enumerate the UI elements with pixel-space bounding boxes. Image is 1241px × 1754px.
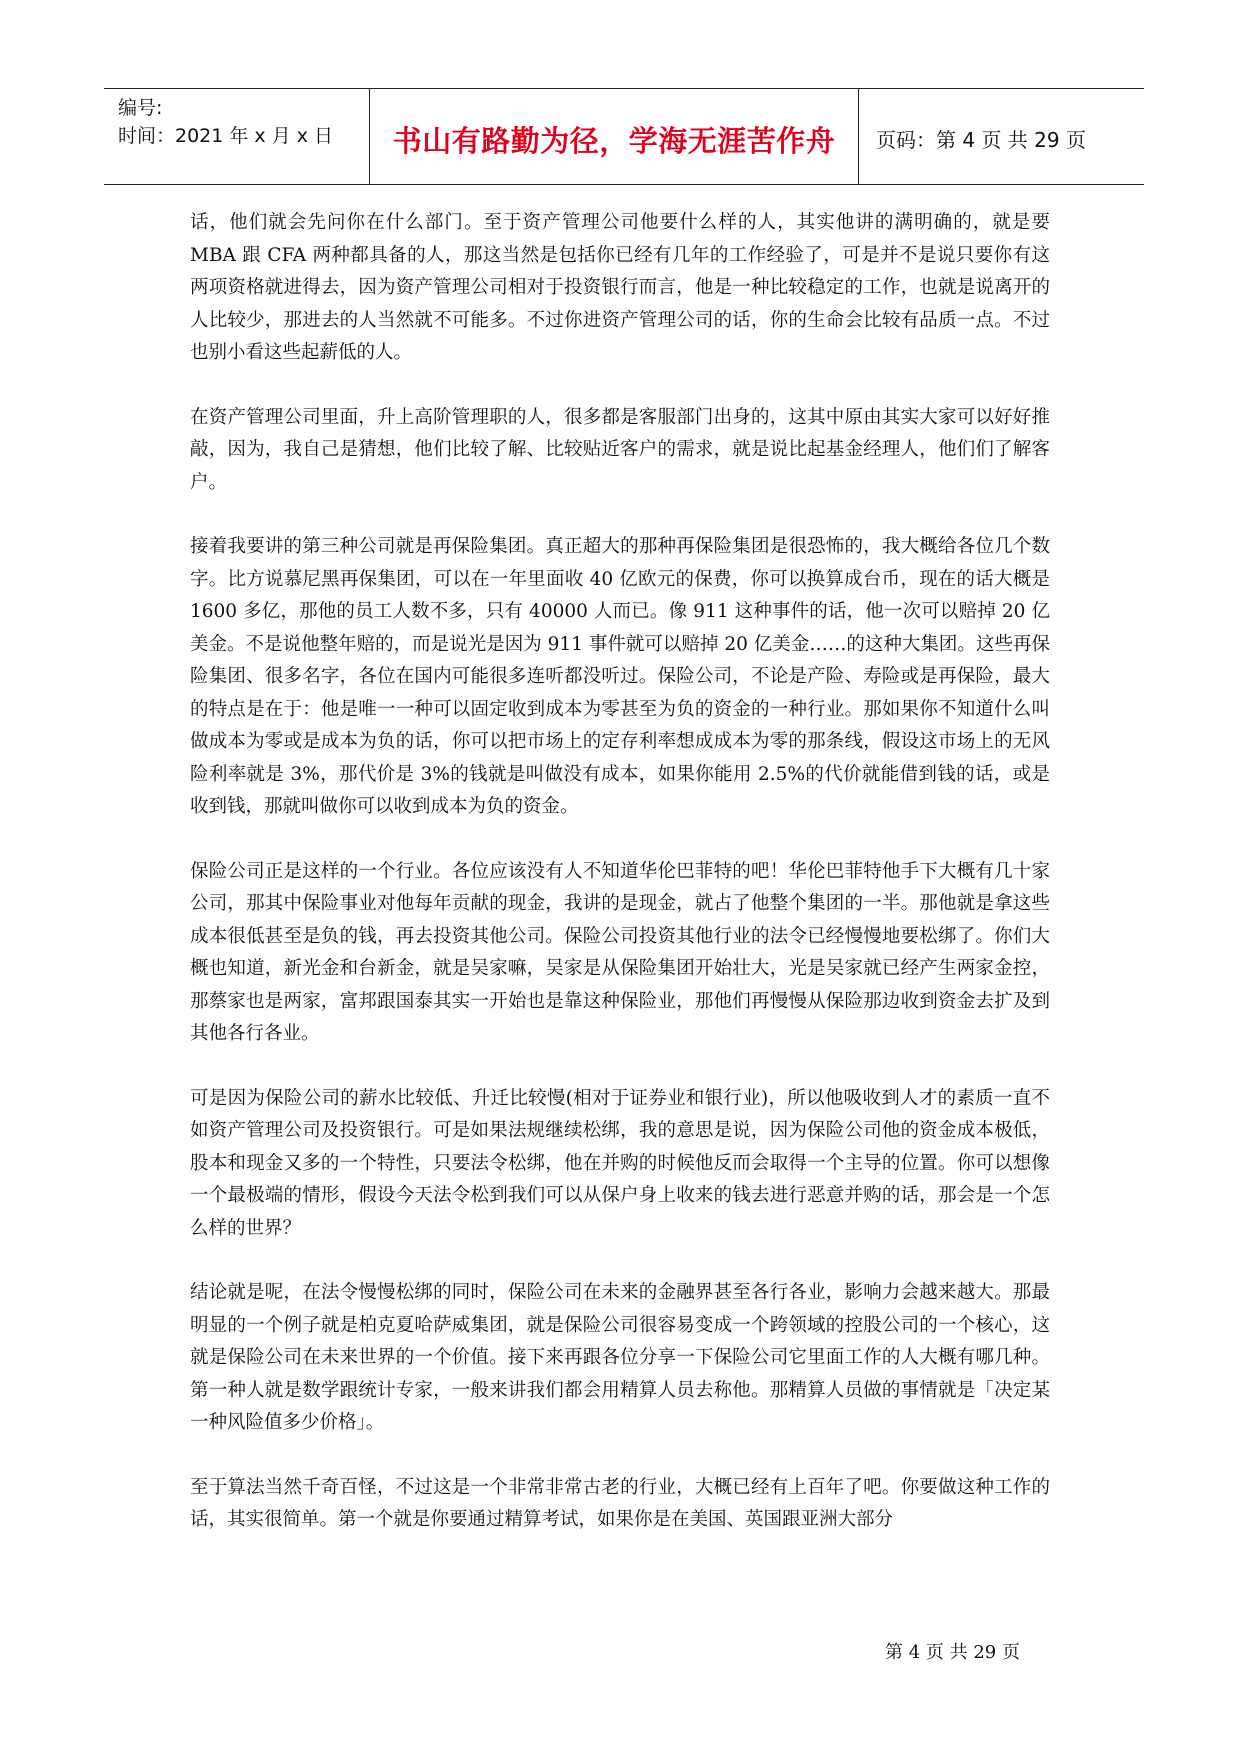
header-motto-cell [370,89,859,184]
page-header [104,88,1144,185]
page-footer-number: 第 4 页 共 29 页 [885,1642,1020,1663]
document-time-label: 时间：2021 年 x 月 x 日 [118,125,334,147]
header-info-cell [104,89,370,184]
body-paragraph: 接着我要讲的第三种公司就是再保险集团。真正超大的那种再保险集团是很恐怖的，我大概给各位几个数字。比方说慕尼黑再保集团，可以在一年里面收 40 亿欧元的保费，你可以换算成台币，现在的话大概是 1600 多亿，那他的员工人数不多，只有 40000 人而已。像 911 这种事件的话，他一次可以赔掉 20 亿美金。不是说他整年赔的，而是说光是因为 911 事件就可以赔掉 20 亿美金……的这种大集团。这些再保险集团、很多名字，各位在国内可能很多连听都没听过。保险公司，不论是产险、寿险或是再保险，最大的特点是在于：他是唯一一种可以固定收到成本为零甚至为负的资金的一种行业。那如果你不知道什么叫做成本为零或是成本为负的话，你可以把市场上的定存利率想成成本为零的那条线，假设这市场上的无风险利率就是 3%，那代价是 3%的钱就是叫做没有成本，如果你能用 2.5%的代价就能借到钱的话，或是收到钱，那就叫做你可以收到成本为负的资金。 [190,536,1050,817]
body-paragraph: 在资产管理公司里面，升上高阶管理职的人，很多都是客服部门出身的，这其中原由其实大家可以好好推敲，因为，我自己是猜想，他们比较了解、比较贴近客户的需求，就是说比起基金经理人，他们们了解客户。 [190,406,1050,493]
header-page-number: 页码：第 4 页 共 29 页 [876,128,1086,152]
document-number-label: 编号: [118,97,163,119]
body-paragraph: 结论就是呢，在法令慢慢松绑的同时，保险公司在未来的金融界甚至各行各业，影响力会越来越大。那最明显的一个例子就是柏克夏哈萨威集团，就是保险公司很容易变成一个跨领域的控股公司的一个核心，这就是保险公司在未来世界的一个价值。接下来再跟各位分享一下保险公司它里面工作的人大概有哪几种。第一种人就是数学跟统计专家，一般来讲我们都会用精算人员去称他。那精算人员做的事情就是「决定某一种风险值多少价格」。 [190,1282,1050,1433]
body-paragraph: 话，他们就会先问你在什么部门。至于资产管理公司他要什么样的人，其实他讲的满明确的，就是要 MBA 跟 CFA 两种都具备的人，那这当然是包括你已经有几年的工作经验了，可是并不是说只要你有这两项资格就进得去，因为资产管理公司相对于投资银行而言，他是一种比较稳定的工作，也就是说离开的人比较少，那进去的人当然就不可能多。不过你进资产管理公司的话，你的生命会比较有品质一点。不过也别小看这些起薪低的人。 [190,212,1050,363]
body-paragraph: 保险公司正是这样的一个行业。各位应该没有人不知道华伦巴菲特的吧！华伦巴菲特他手下大概有几十家公司，那其中保险事业对他每年贡献的现金，我讲的是现金，就占了他整个集团的一半。那他就是拿这些成本很低甚至是负的钱，再去投资其他公司。保险公司投资其他行业的法令已经慢慢地要松绑了。你们大概也知道，新光金和台新金，就是吴家嘛，吴家是从保险集团开始壮大，光是吴家就已经产生两家金控，那蔡家也是两家，富邦跟国泰其实一开始也是靠这种保险业，那他们再慢慢从保险那边收到资金去扩及到其他各行各业。 [190,860,1050,1044]
body-paragraph: 至于算法当然千奇百怪，不过这是一个非常非常古老的行业，大概已经有上百年了吧。你要做这种工作的话，其实很简单。第一个就是你要通过精算考试，如果你是在美国、英国跟亚洲大部分 [190,1476,1050,1530]
header-motto: 书山有路勤为径，学海无涯苦作舟 [392,124,836,158]
header-page-cell [860,89,1144,184]
body-paragraph: 可是因为保险公司的薪水比较低、升迁比较慢(相对于证券业和银行业)，所以他吸收到人才的素质一直不如资产管理公司及投资银行。可是如果法规继续松绑，我的意思是说，因为保险公司他的资金成本极低，股本和现金又多的一个特性，只要法令松绑，他在并购的时候他反而会取得一个主导的位置。你可以想像一个最极端的情形，假设今天法令松到我们可以从保户身上收来的钱去进行恶意并购的话，那会是一个怎么样的世界？ [190,1087,1050,1239]
document-body [190,207,1050,1569]
